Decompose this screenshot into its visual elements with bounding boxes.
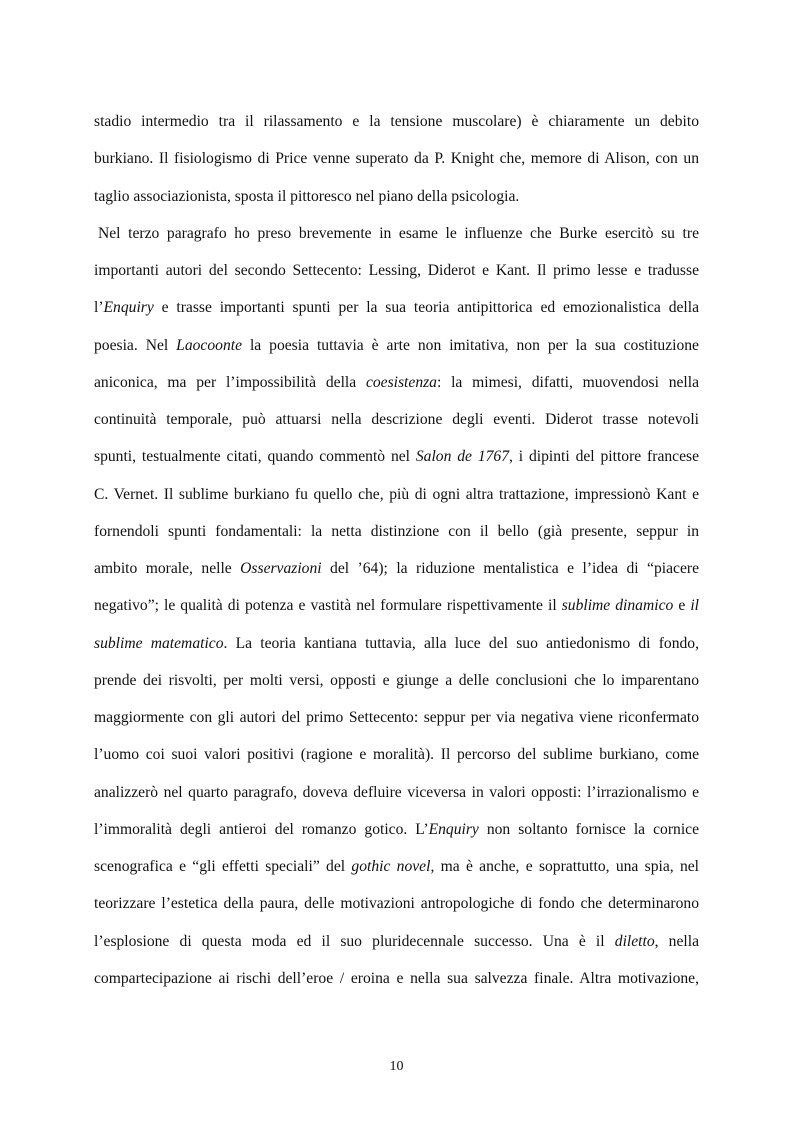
text-line <box>94 373 699 393</box>
text-segment: l’immoralità degli antieroi del romanzo gotico. L’ <box>94 821 429 838</box>
text-line <box>94 894 699 914</box>
text-line <box>94 708 699 728</box>
italic-text: Enquiry <box>428 821 479 838</box>
italic-text: coesistenza <box>365 374 437 391</box>
text-segment: C. Vernet. Il sublime burkiano fu quello che, più di ogni altra trattazione, impressionò Kant e <box>94 486 699 503</box>
text-segment: spunti, testualmente citati, quando commentò nel <box>94 448 416 465</box>
text-segment: scenografica e “gli effetti speciali” del <box>94 858 352 875</box>
text-segment: prende dei risvolti, per molti versi, opposti e giunge a delle conclusioni che lo imparentano <box>94 672 699 689</box>
italic-text: sublime dinamico <box>561 597 674 614</box>
text-segment: l’ <box>94 299 104 316</box>
text-line <box>94 485 699 505</box>
italic-text: il <box>690 597 699 614</box>
text-segment: ambito morale, nelle <box>94 560 241 577</box>
page-number: 10 <box>389 1059 404 1074</box>
text-line <box>94 857 699 877</box>
text-segment: aniconica, ma per l’impossibilità della <box>94 374 366 391</box>
text-line <box>94 522 699 542</box>
italic-text: diletto <box>614 933 655 950</box>
italic-text: Salon de 1767 <box>415 448 510 465</box>
text-line <box>94 932 699 952</box>
italic-text: gothic novel <box>351 858 431 875</box>
text-segment: poesia. Nel <box>94 337 177 354</box>
text-line <box>94 336 699 356</box>
text-segment: l’uomo coi suoi valori positivi (ragione e moralità). Il percorso del sublime burkiano, come <box>94 746 699 763</box>
text-line <box>94 969 699 989</box>
text-segment: compartecipazione ai rischi dell’eroe / eroina e nella sua salvezza finale. Altra motivazione, <box>94 970 699 987</box>
text-segment: , i dipinti del pittore francese <box>509 448 699 465</box>
text-line <box>94 187 699 207</box>
text-line <box>94 410 699 430</box>
text-line <box>94 447 699 467</box>
text-segment: : la mimesi, difatti, muovendosi nella <box>436 374 699 391</box>
text-segment: negativo”; le qualità di potenza e vastità nel formulare rispettivamente il <box>94 597 562 614</box>
text-segment: taglio associazionista, sposta il pittoresco nel piano della psicologia. <box>94 188 520 205</box>
text-segment: e <box>673 597 691 614</box>
text-segment: e trasse importanti spunti per la sua teoria antipittorica ed emozionalistica della <box>153 299 699 316</box>
text-segment: del ’64); la riduzione mentalistica e l’idea di “piacere <box>321 560 699 577</box>
text-segment: continuità temporale, può attuarsi nella descrizione degli eventi. Diderot trasse notevoli <box>94 411 699 428</box>
text-line <box>94 112 699 132</box>
text-segment: stadio intermedio tra il rilassamento e la tensione muscolare) è chiaramente un debito <box>94 113 699 130</box>
text-segment: Nel terzo paragrafo ho preso brevemente in esame le influenze che Burke esercitò su tre <box>98 225 699 242</box>
text-segment: burkiano. Il fisiologismo di Price venne superato da P. Knight che, memore di Alison, con un <box>94 150 699 167</box>
text-line <box>94 745 699 765</box>
text-segment: , ma è anche, e soprattutto, una spia, nel <box>430 858 699 875</box>
text-segment: la poesia tuttavia è arte non imitativa, non per la sua costituzione <box>242 337 699 354</box>
italic-text: Enquiry <box>103 299 154 316</box>
text-line <box>94 671 699 691</box>
text-line <box>94 596 699 616</box>
italic-text: sublime matematico <box>94 635 224 652</box>
text-line <box>94 261 699 281</box>
text-segment: analizzerò nel quarto paragrafo, doveva defluire viceversa in valori opposti: l’irrazionalismo e <box>94 784 699 801</box>
text-line <box>94 634 699 654</box>
text-segment: l’esplosione di questa moda ed il suo pluridecennale successo. Una è il <box>94 933 615 950</box>
text-segment: teorizzare l’estetica della paura, delle motivazioni antropologiche di fondo che determinarono <box>94 895 699 912</box>
italic-text: Laocoonte <box>176 337 242 354</box>
text-segment: maggiormente con gli autori del primo Settecento: seppur per via negativa viene riconfermato <box>94 709 699 726</box>
text-segment: non soltanto fornisce la cornice <box>478 821 699 838</box>
text-line <box>94 298 699 318</box>
italic-text: Osservazioni <box>240 560 322 577</box>
text-segment: importanti autori del secondo Settecento: Lessing, Diderot e Kant. Il primo lesse e tradusse <box>94 262 699 279</box>
text-line <box>94 559 699 579</box>
text-segment: fornendoli spunti fondamentali: la netta distinzione con il bello (già presente, seppur in <box>94 523 699 540</box>
text-line <box>94 783 699 803</box>
text-segment: . La teoria kantiana tuttavia, alla luce del suo antiedonismo di fondo, <box>223 635 699 652</box>
text-segment: , nella <box>654 933 699 950</box>
text-line <box>94 149 699 169</box>
text-line <box>94 820 699 840</box>
text-line <box>98 224 699 244</box>
